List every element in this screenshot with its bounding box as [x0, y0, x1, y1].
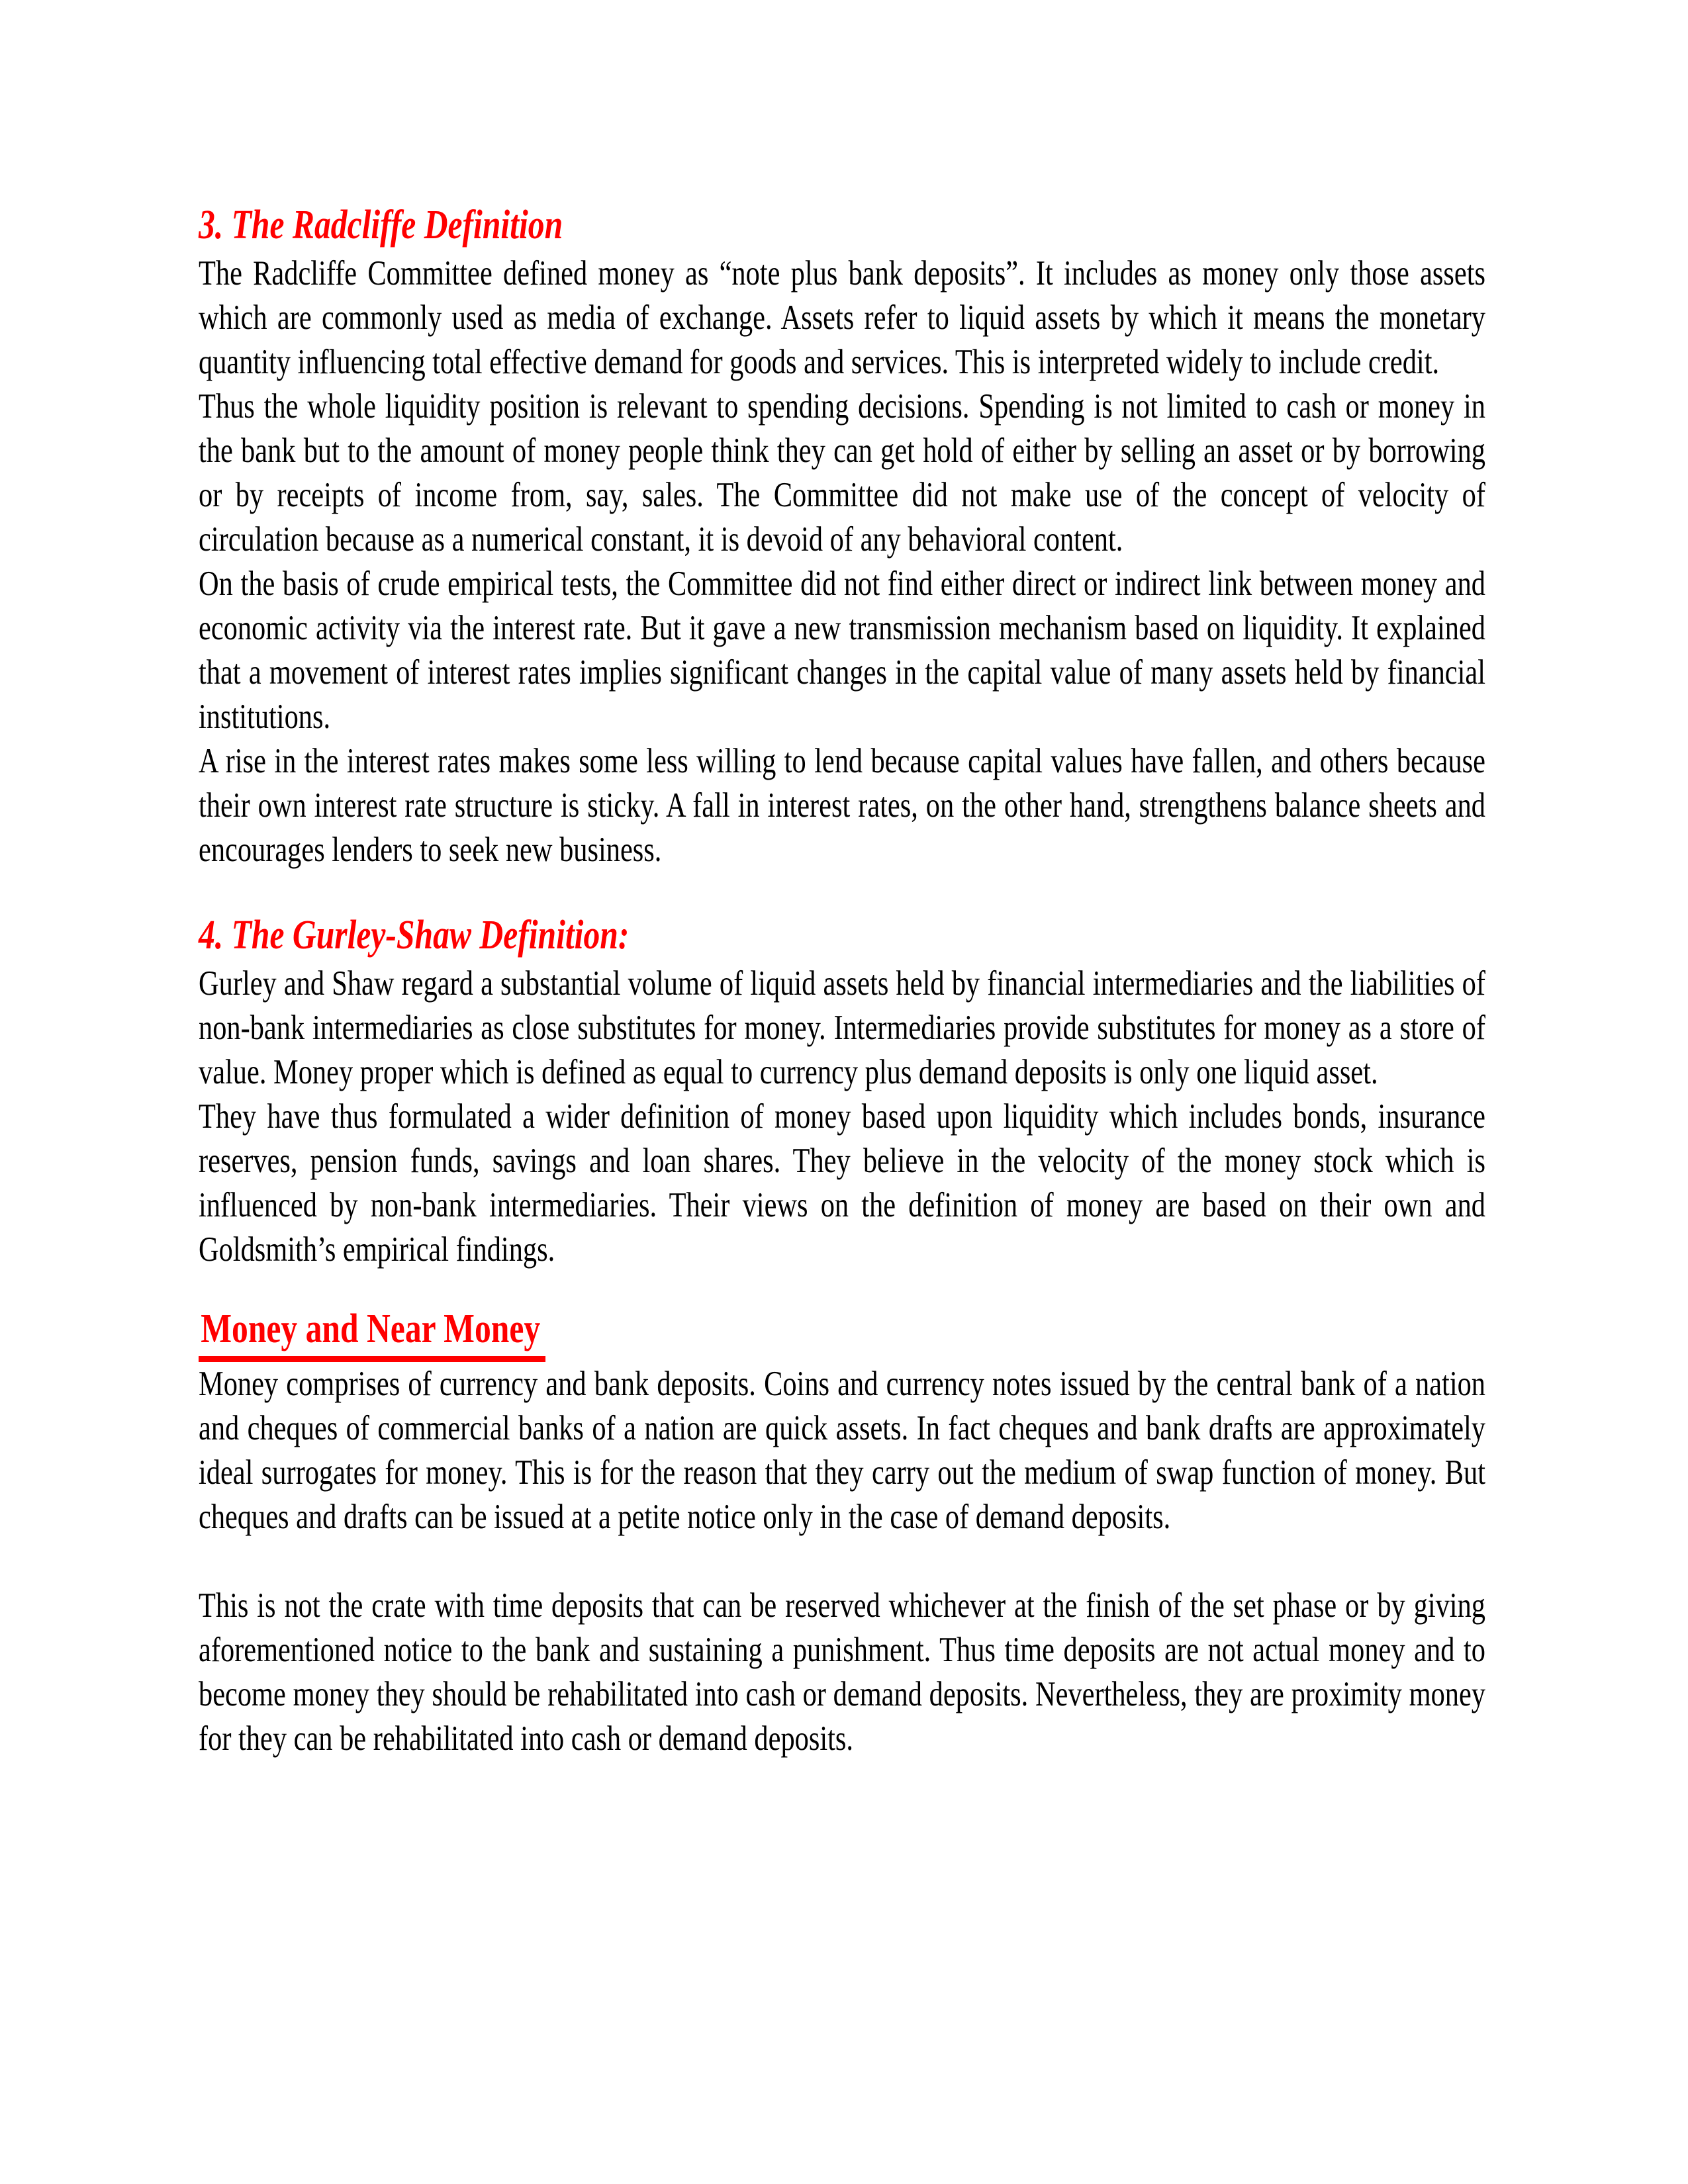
paragraph-money-near-money-1: Money comprises of currency and bank deposits. Coins and currency notes issued by the central bank of a nation and cheques of commercial banks of a nation are quick assets. In fact cheques and bank drafts are approximately ideal surrogates for money. This is for the reason that they carry out the medium of swap function of money. But cheques and drafts can be issued at a petite notice only in the case of demand deposits. [199, 1365, 1485, 1536]
paragraph-radcliffe-4: A rise in the interest rates makes some less willing to lend because capital values have fallen, and others because their own interest rate structure is sticky. A fall in interest rates, on the other hand, strengthens balance sheets and encourages lenders to seek new business. [199, 742, 1485, 869]
paragraph-radcliffe-2: Thus the whole liquidity position is relevant to spending decisions. Spending is not limited to cash or money in the bank but to the amount of money people think they can get hold of either by selling an asset or by borrowing or by receipts of income from, say, sales. The Committee did not make use of the concept of velocity of circulation because as a numerical constant, it is devoid of any behavioral content. [199, 387, 1485, 559]
section-heading-money-and-near-money [199, 1305, 1485, 1362]
paragraph-radcliffe-3: On the basis of crude empirical tests, the Committee did not find either direct or indirect link between money and economic activity via the interest rate. But it gave a new transmission mechanism based on liquidity. It explained that a movement of interest rates implies significant changes in the capital value of many assets held by financial institutions. [199, 565, 1485, 736]
section-heading-gurley-shaw-definition: 4. The Gurley-Shaw Definition: [199, 913, 630, 958]
paragraph-gurley-shaw-1: Gurley and Shaw regard a substantial volume of liquid assets held by financial intermediaries and the liabilities of non-bank intermediaries as close substitutes for money. Intermediaries provide substitutes for money as a store of value. Money proper which is defined as equal to currency plus demand deposits is only one liquid asset. [199, 964, 1485, 1091]
section-heading-radcliffe-definition: 3. The Radcliffe Definition [199, 203, 563, 248]
paragraph-gurley-shaw-2: They have thus formulated a wider definition of money based upon liquidity which includes bonds, insurance reserves, pension funds, savings and loan shares. They believe in the velocity of the money stock which is influenced by non-bank intermediaries. Their views on the definition of money are based on their own and Goldsmith’s empirical findings. [199, 1097, 1485, 1269]
paragraph-money-near-money-2: This is not the crate with time deposits that can be reserved whichever at the finish of the set phase or by giving aforementioned notice to the bank and sustaining a punishment. Thus time deposits are not actual money and to become money they should be rehabilitated into cash or demand deposits. Nevertheless, they are proximity money for they can be rehabilitated into cash or demand deposits. [199, 1586, 1485, 1758]
paragraph-radcliffe-1: The Radcliffe Committee defined money as “note plus bank deposits”. It includes as money only those assets which are commonly used as media of exchange. Assets refer to liquid assets by which it means the monetary quantity influencing total effective demand for goods and services. This is interpreted widely to include credit. [199, 254, 1485, 381]
document-content [199, 199, 1485, 1761]
money-and-near-money-underlined-text: Money and Near Money [199, 1305, 545, 1362]
